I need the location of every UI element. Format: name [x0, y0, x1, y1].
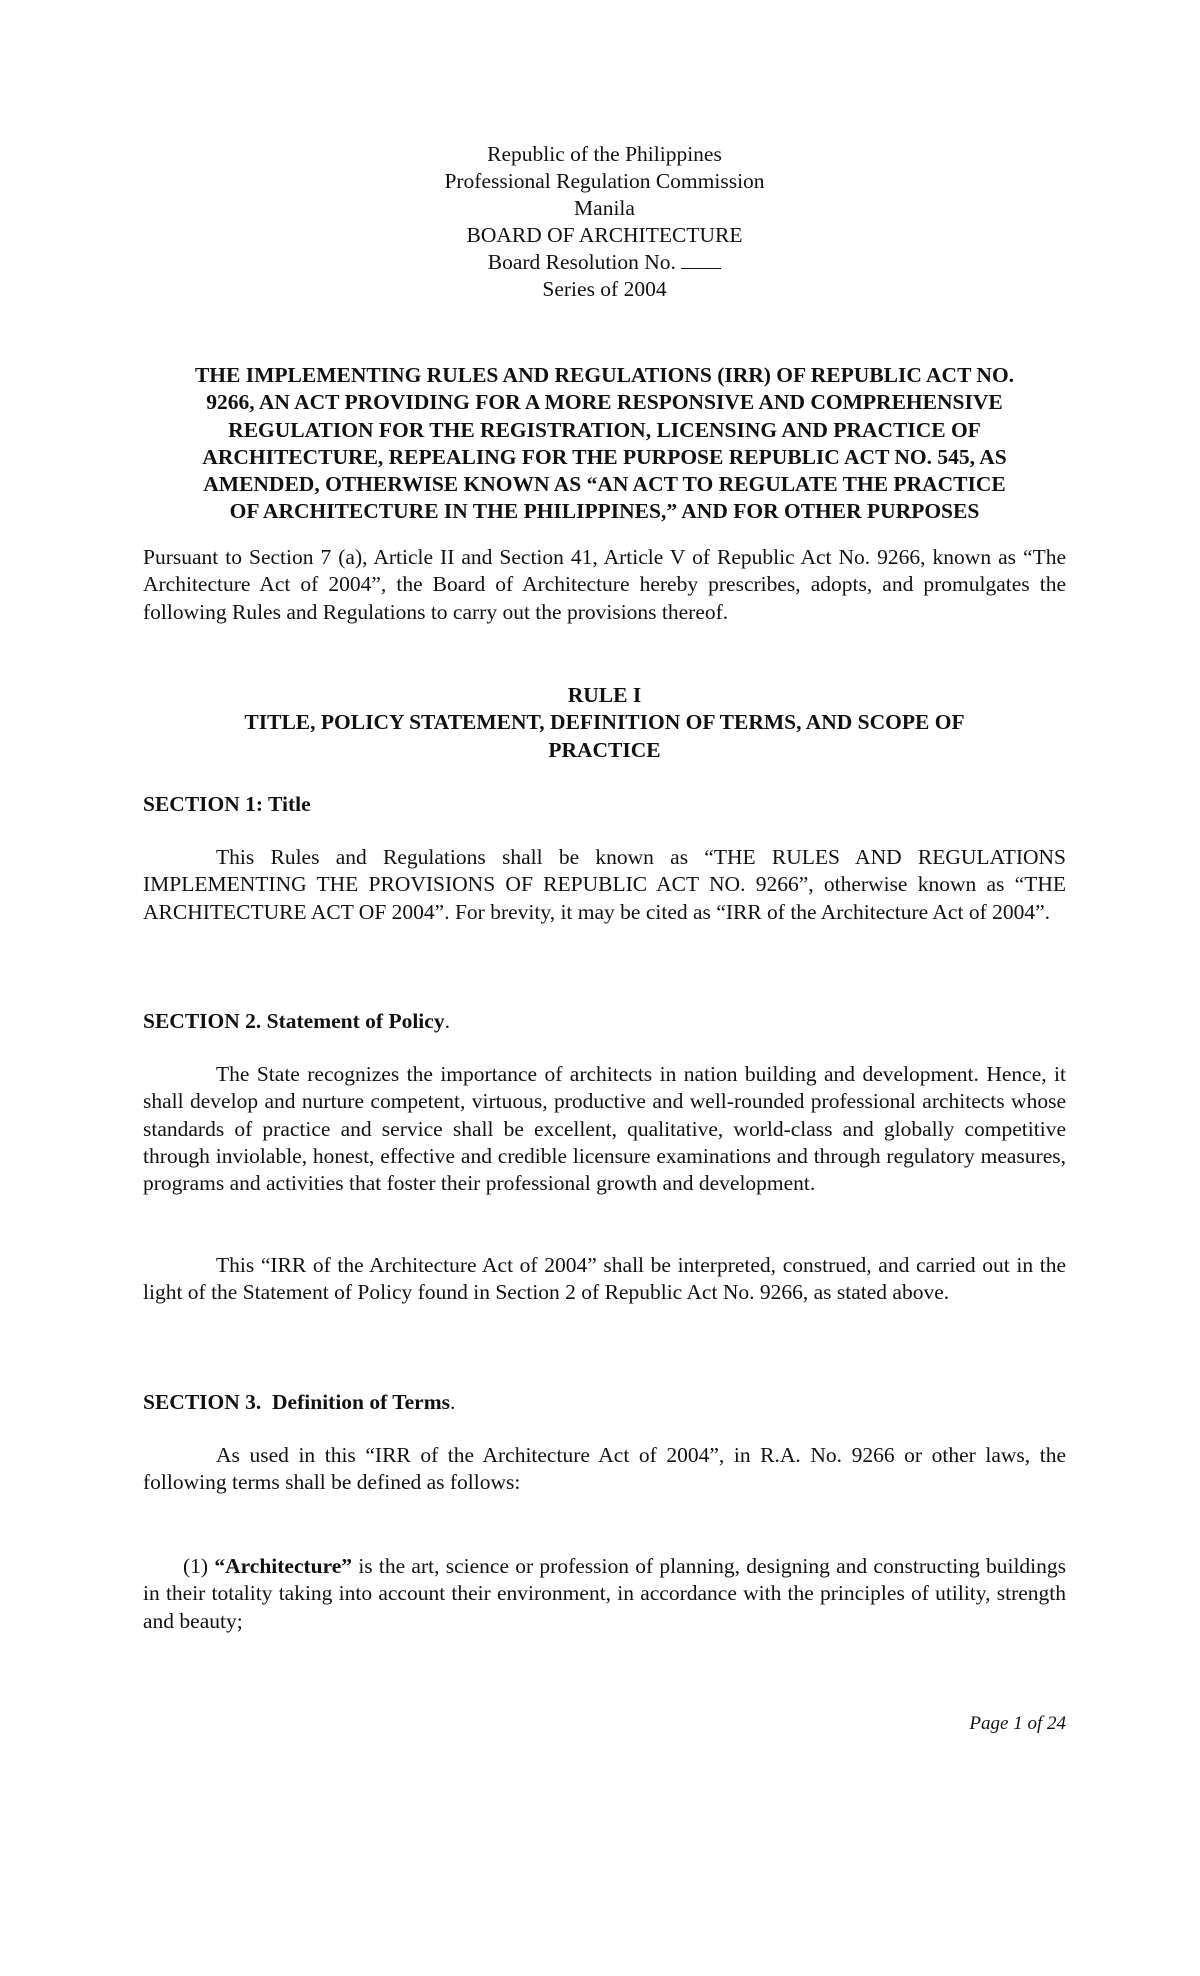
- document-title: [143, 362, 1066, 526]
- header-board: BOARD OF ARCHITECTURE: [466, 223, 743, 247]
- header-series: Series of 2004: [542, 277, 667, 301]
- definition-term: “Architecture”: [214, 1554, 353, 1578]
- header-resolution: Board Resolution No.: [143, 249, 1066, 276]
- title-line: THE IMPLEMENTING RULES AND REGULATIONS (IRR) OF REPUBLIC ACT NO.: [194, 363, 1015, 387]
- section1-body: This Rules and Regulations shall be known as “THE RULES AND REGULATIONS IMPLEMENTING THE PROVISIONS OF REPUBLIC ACT NO. 9266”, otherwise known as “THE ARCHITECTURE ACT OF 2004”. For brevity, it may be cited as “IRR of the Architecture Act of 2004”.: [143, 845, 1066, 924]
- title-line: AMENDED, OTHERWISE KNOWN AS “AN ACT TO REGULATE THE PRACTICE: [203, 472, 1006, 497]
- rule-title-line: PRACTICE: [548, 737, 661, 762]
- rule-title-line: TITLE, POLICY STATEMENT, DEFINITION OF TERMS, AND SCOPE OF: [244, 710, 965, 735]
- header-republic: Republic of the Philippines: [487, 142, 722, 166]
- section2-paragraph-1: The State recognizes the importance of architects in nation building and development. Hence, it shall develop and nurture competent, virtuous, productive and well-rounded professional architects whose standards of practice and service shall be excellent, qualitative, world-class and globally competitive through inviolable, honest, effective and credible licensure examinations and through regulatory measures, programs and activities that foster their professional growth and development.: [143, 1062, 1066, 1196]
- preamble-paragraph: Pursuant to Section 7 (a), Article II and Section 41, Article V of Republic Act No. 9266, known as “The Architecture Act of 2004”, the Board of Architecture hereby prescribes, adopts, and promulgates the following Rules and Regulations to carry out the provisions thereof.: [143, 545, 1066, 624]
- resolution-number-blank: [681, 250, 721, 269]
- section3-intro: As used in this “IRR of the Architecture Act of 2004”, in R.A. No. 9266 or other laws, the following terms shall be defined as follows:: [143, 1443, 1066, 1495]
- definition-item-architecture: [143, 1553, 1066, 1635]
- definition-number: (1): [183, 1554, 209, 1578]
- section3-heading: SECTION 3. Definition of Terms.: [143, 1390, 456, 1414]
- header-commission: Professional Regulation Commission: [444, 169, 765, 193]
- document-header: [143, 141, 1066, 303]
- page-number: Page 1 of 24: [969, 1713, 1066, 1734]
- section2-paragraph-2: This “IRR of the Architecture Act of 2004” shall be interpreted, construed, and carried out in the light of the Statement of Policy found in Section 2 of Republic Act No. 9266, as stated above.: [143, 1253, 1066, 1305]
- title-line: OF ARCHITECTURE IN THE PHILIPPINES,” AND FOR OTHER PURPOSES: [229, 499, 980, 524]
- section1-heading: SECTION 1: Title: [143, 792, 311, 816]
- title-line: ARCHITECTURE, REPEALING FOR THE PURPOSE REPUBLIC ACT NO. 545, AS: [202, 444, 1007, 469]
- section2-heading: SECTION 2. Statement of Policy.: [143, 1009, 450, 1033]
- rule-number: RULE I: [567, 683, 642, 707]
- header-city: Manila: [574, 196, 635, 220]
- title-line: 9266, AN ACT PROVIDING FOR A MORE RESPONSIVE AND COMPREHENSIVE: [206, 390, 1003, 415]
- definition-text: is the art, science or profession of planning, designing and constructing buildings in their totality taking into account their environment, in accordance with the principles of utility, strength and beauty;: [143, 1554, 1067, 1633]
- rule-heading: [143, 682, 1066, 764]
- title-line: REGULATION FOR THE REGISTRATION, LICENSING AND PRACTICE OF: [228, 417, 981, 442]
